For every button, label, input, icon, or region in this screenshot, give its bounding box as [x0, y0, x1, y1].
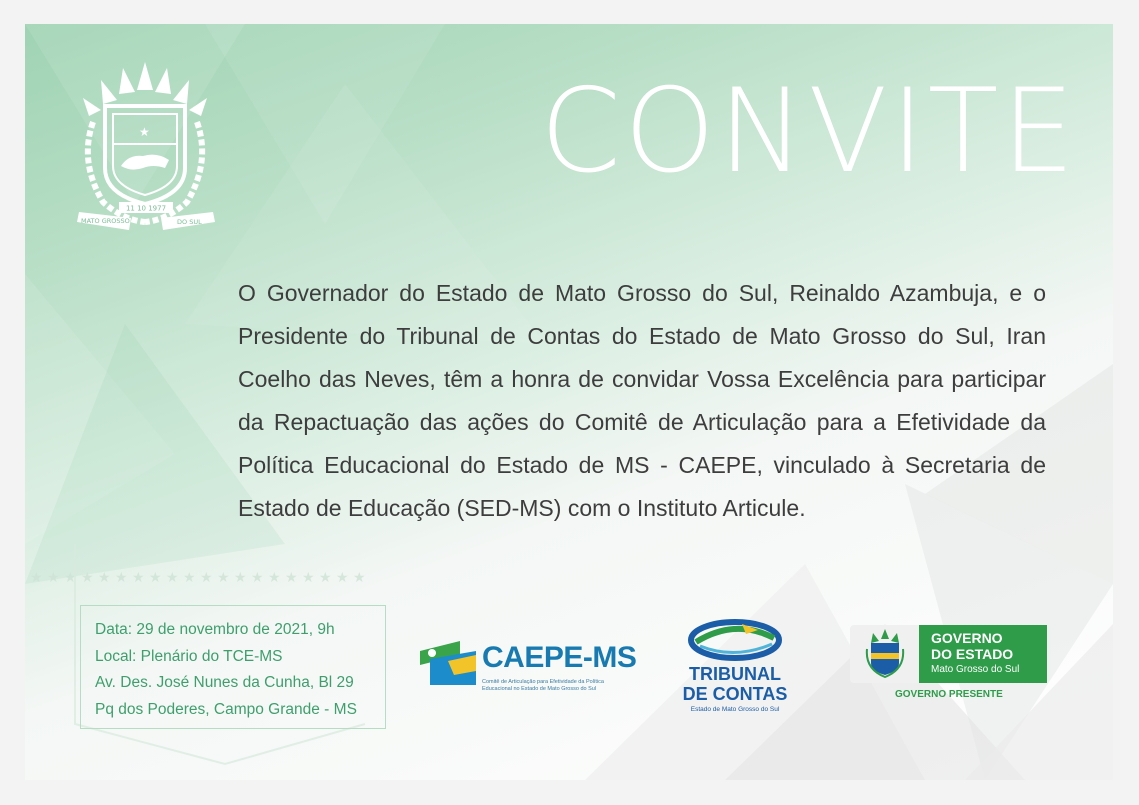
governo-crest-icon: [863, 629, 907, 679]
crest-date: 11 10 1977: [125, 204, 167, 213]
caepe-name: CAEPE-MS: [482, 641, 637, 674]
caepe-emblem-icon: [420, 641, 480, 687]
crest-motto-right: DO SUL: [177, 218, 202, 226]
event-address-line-2: Pq dos Poderes, Campo Grande - MS: [95, 700, 357, 718]
governo-line-3: Mato Grosso do Sul: [931, 664, 1020, 675]
tribunal-logo: [680, 616, 790, 716]
invitation-body: O Governador do Estado de Mato Grosso do Sul, Reinaldo Azambuja, e o Presidente do Tribunal de Contas do Estado de Mato Grosso do Sul, Iran Coelho das Neves, têm a honra de convidar Vossa Excelência para participar da Repactuação das ações do Comitê de Articulação para a Efetividade da Política Educacional do Estado de MS - CAEPE, vinculado à Secretaria de Estado de Educação (SED-MS) com o Instituto Articule.: [238, 280, 1046, 521]
svg-text:★ ★ ★ ★ ★ ★ ★ ★ ★ ★ ★ ★ ★ ★ ★: ★ ★ ★ ★ ★ ★ ★ ★ ★ ★ ★ ★ ★ ★ ★ ★ ★ ★ ★ ★: [30, 570, 366, 586]
governo-tagline: GOVERNO PRESENTE: [895, 689, 1003, 700]
event-date: Data: 29 de novembro de 2021, 9h: [95, 621, 335, 638]
svg-text:★: ★: [139, 125, 150, 139]
governo-line-2: DO ESTADO: [931, 646, 1014, 662]
tribunal-line-1: TRIBUNAL: [689, 664, 781, 684]
event-location: Local: Plenário do TCE-MS: [95, 647, 283, 665]
caepe-subtitle: Comitê de Articulação para Efetividade da Política Educacional no Estado de Mato Grosso do Sul: [482, 679, 604, 692]
invitation-card: [25, 24, 1113, 780]
crest-motto-left: MATO GROSSO: [81, 217, 130, 225]
governo-box: [919, 625, 1047, 683]
event-info-box: [80, 605, 386, 729]
coat-of-arms-icon: [73, 62, 218, 232]
governo-logo: [850, 625, 1050, 705]
caepe-logo: [420, 639, 640, 699]
event-address-line-1: Av. Des. José Nunes da Cunha, Bl 29: [95, 674, 354, 691]
tribunal-line-3: Estado de Mato Grosso do Sul: [690, 706, 780, 713]
governo-line-1: GOVERNO: [931, 630, 1003, 646]
invitation-title: CONVITE: [540, 64, 1078, 199]
tribunal-line-2: DE CONTAS: [682, 684, 788, 704]
tribunal-emblem-icon: [680, 616, 790, 662]
